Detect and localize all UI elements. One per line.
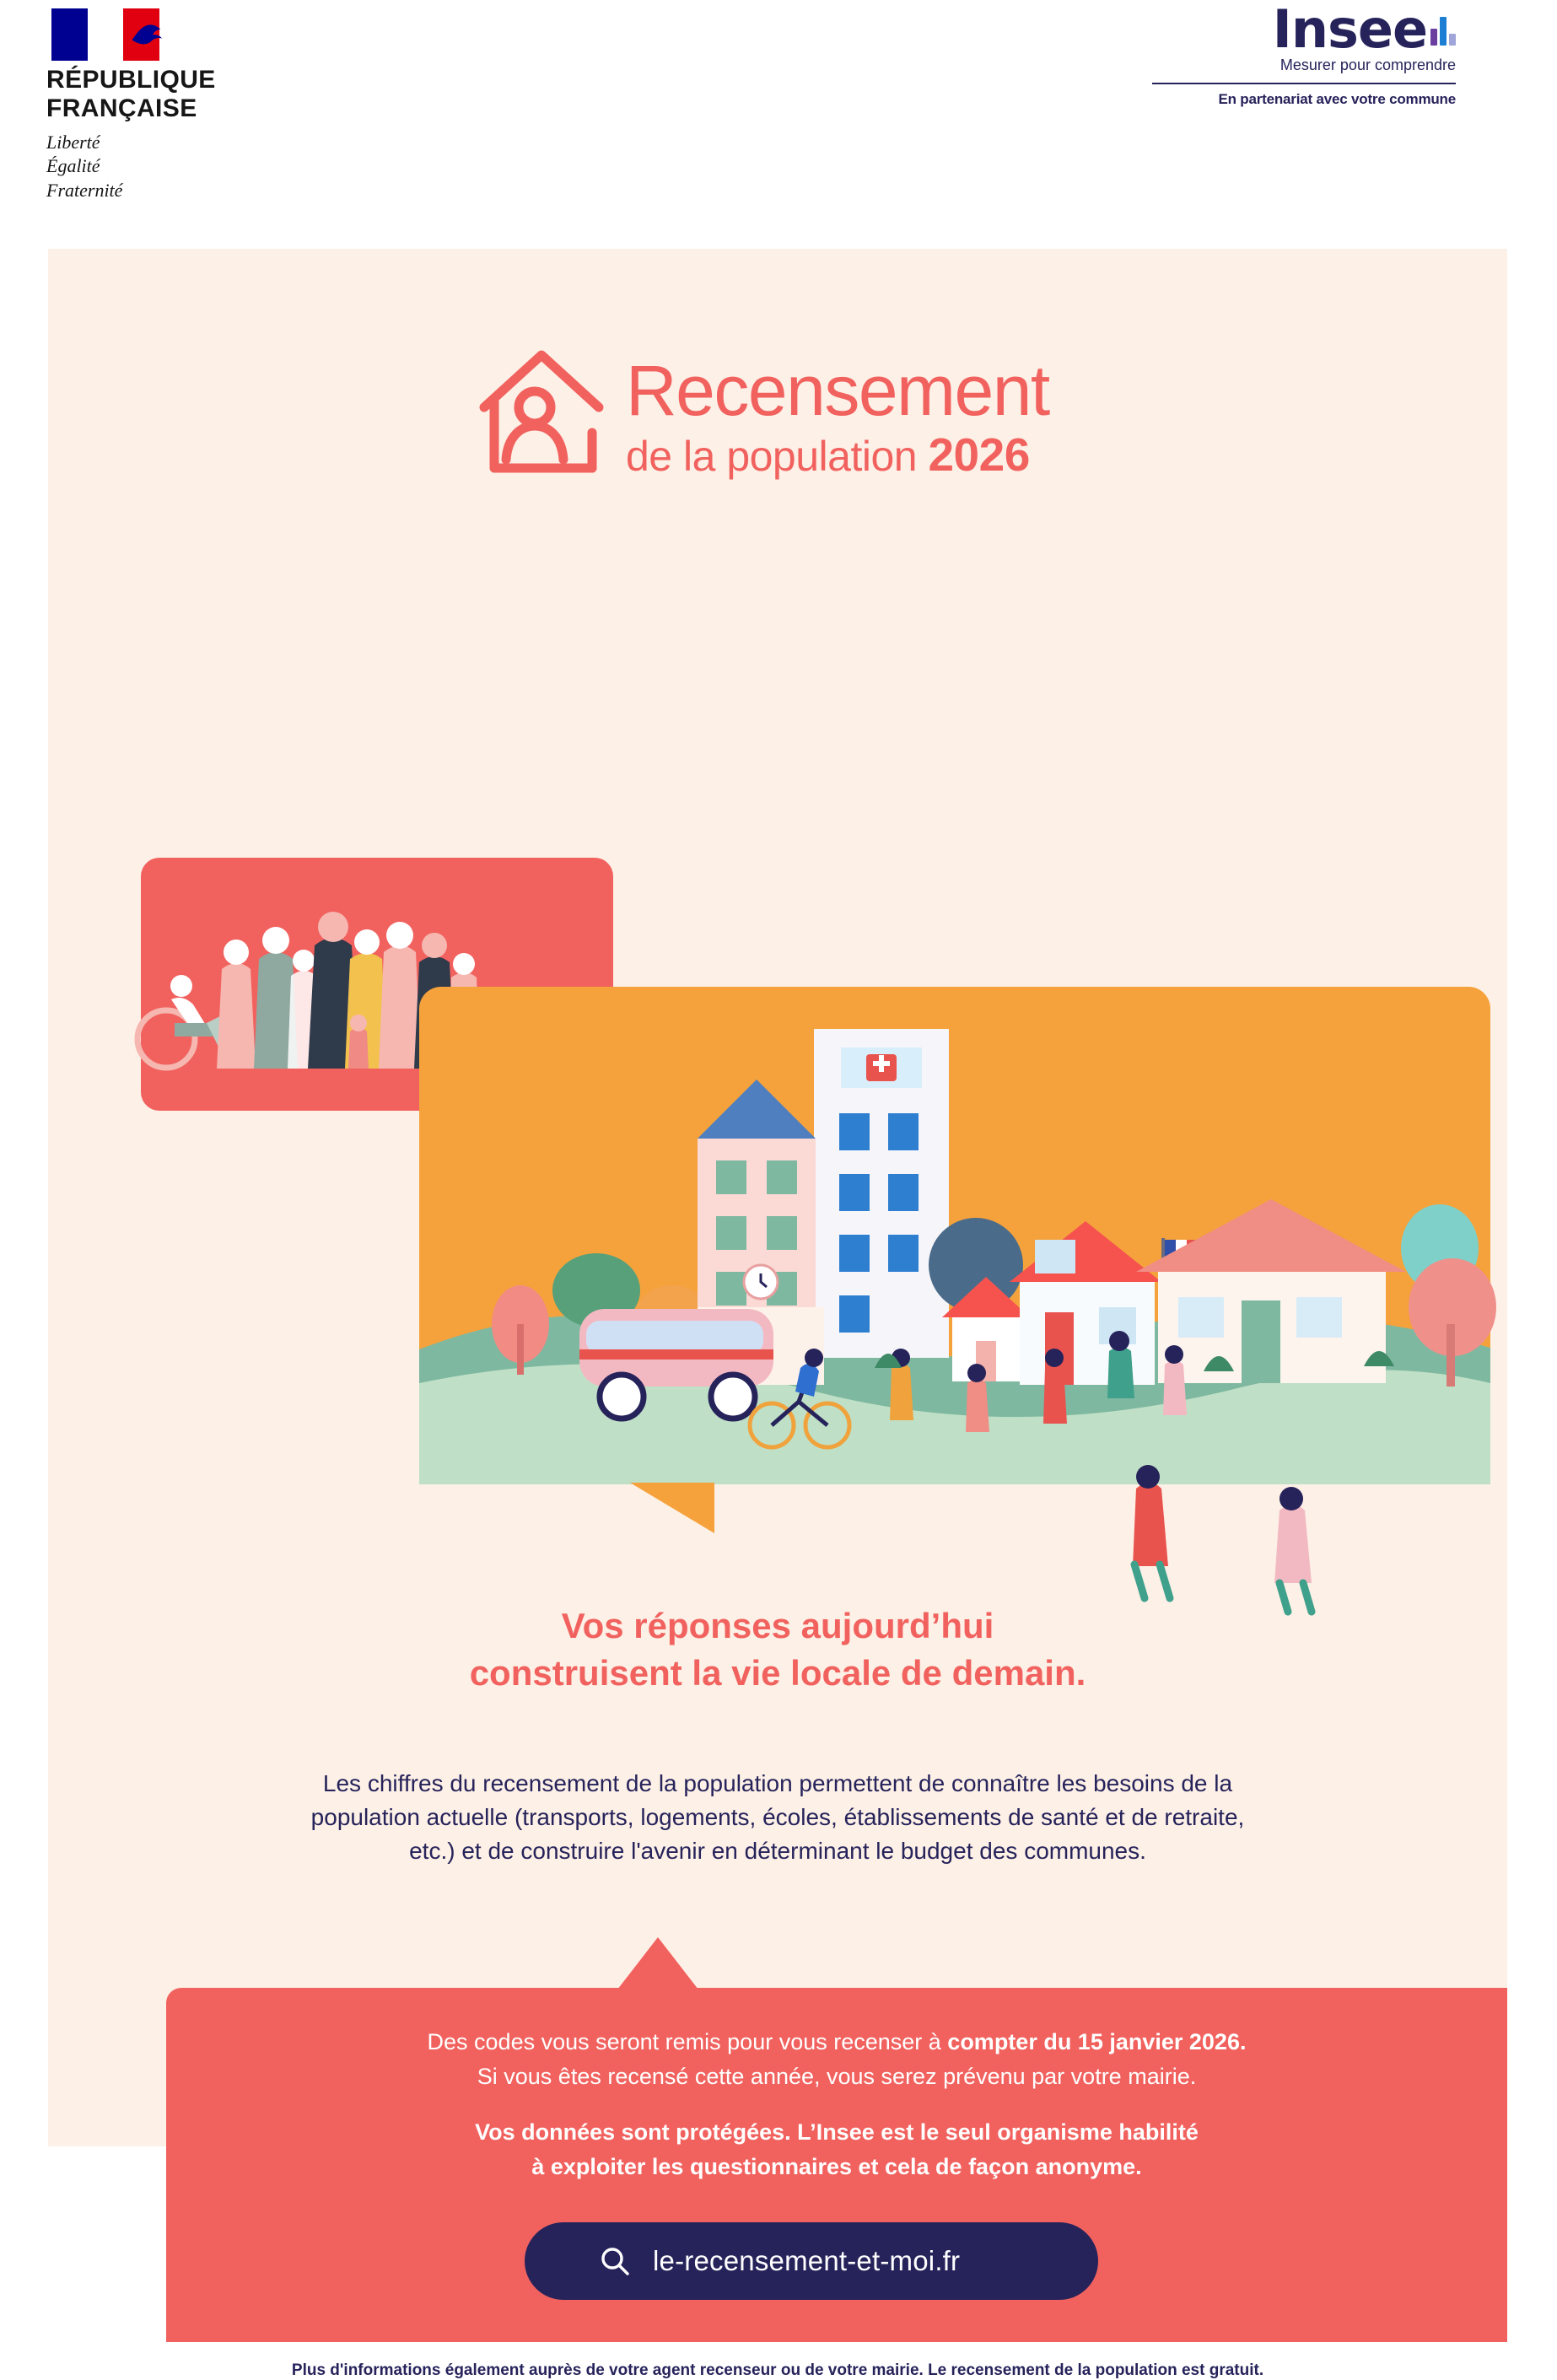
headline-line2: construisent la vie locale de demain. [469, 1653, 1086, 1693]
website-button[interactable] [525, 2222, 1098, 2300]
callout-privacy-info [166, 2115, 1507, 2183]
brand-year: 2026 [928, 428, 1030, 482]
callout-line4: à exploiter les questionnaires et cela de façon anonyme. [531, 2153, 1142, 2179]
census-poster [48, 249, 1507, 2379]
census-callout-panel [166, 1988, 1507, 2342]
description-line2: population actuelle (transports, logements, écoles, établissements de santé et de retraite, [310, 1803, 1245, 1830]
republic-title-line1: RÉPUBLIQUE [46, 66, 216, 94]
search-icon [599, 2245, 631, 2277]
town-illustration-bubble [419, 987, 1490, 1484]
callout-line1-prefix: Des codes vous seront remis pour vous recenser à [427, 2029, 948, 2054]
insee-logo [1152, 0, 1456, 60]
marianne-profile-icon [128, 15, 167, 54]
poster-footnote: Plus d'informations également auprès de votre agent recenseur ou de votre mairie. Le recensement de la population est gratuit. [291, 2361, 1264, 2379]
republique-francaise-logo [46, 8, 325, 202]
description-line1: Les chiffres du recensement de la population permettent de connaître les besoins de la [322, 1770, 1233, 1796]
insee-logo-block [1152, 0, 1456, 108]
callout-line1-date: compter du 15 janvier 2026. [947, 2029, 1247, 2054]
insee-bars-icon [1430, 10, 1456, 46]
website-url-label: le-recensement-et-moi.fr [653, 2245, 961, 2276]
town-illustration [419, 987, 1490, 1484]
brand-subtitle-text: de la population [626, 433, 929, 481]
brand-subtitle [626, 429, 1049, 481]
insee-partner-text: En partenariat avec votre commune [1218, 90, 1456, 107]
republic-title [46, 66, 325, 122]
republic-title-line2: FRANÇAISE [46, 94, 197, 122]
republic-motto [46, 131, 325, 202]
walking-figures-illustration [1086, 1430, 1440, 1615]
insee-wordmark: Insee [1272, 0, 1427, 60]
census-brand-lockup [474, 342, 1049, 489]
motto-egalite: Égalité [46, 155, 100, 177]
insee-tagline: Mesurer pour comprendre [1280, 56, 1456, 73]
insee-divider [1152, 83, 1456, 84]
page-header [0, 0, 1557, 245]
poster-headline [48, 1602, 1507, 1698]
french-flag-icon [51, 8, 159, 61]
brand-title: Recensement [626, 351, 1049, 431]
callout-codes-info [166, 1988, 1507, 2093]
headline-line1: Vos réponses aujourd’hui [561, 1606, 994, 1645]
brand-text [626, 350, 1049, 481]
poster-description [213, 1767, 1343, 1867]
motto-fraternite: Fraternité [46, 179, 123, 201]
callout-line1 [166, 2025, 1507, 2060]
motto-liberte: Liberté [46, 132, 100, 153]
house-person-icon [474, 342, 609, 489]
callout-line3: Vos données sont protégées. L’Insee est le seul organisme habilité [475, 2119, 1199, 2145]
callout-line2: Si vous êtes recensé cette année, vous serez prévenu par votre mairie. [477, 2063, 1197, 2089]
description-line3: etc.) et de construire l'avenir en déterminant le budget des communes. [409, 1837, 1146, 1864]
